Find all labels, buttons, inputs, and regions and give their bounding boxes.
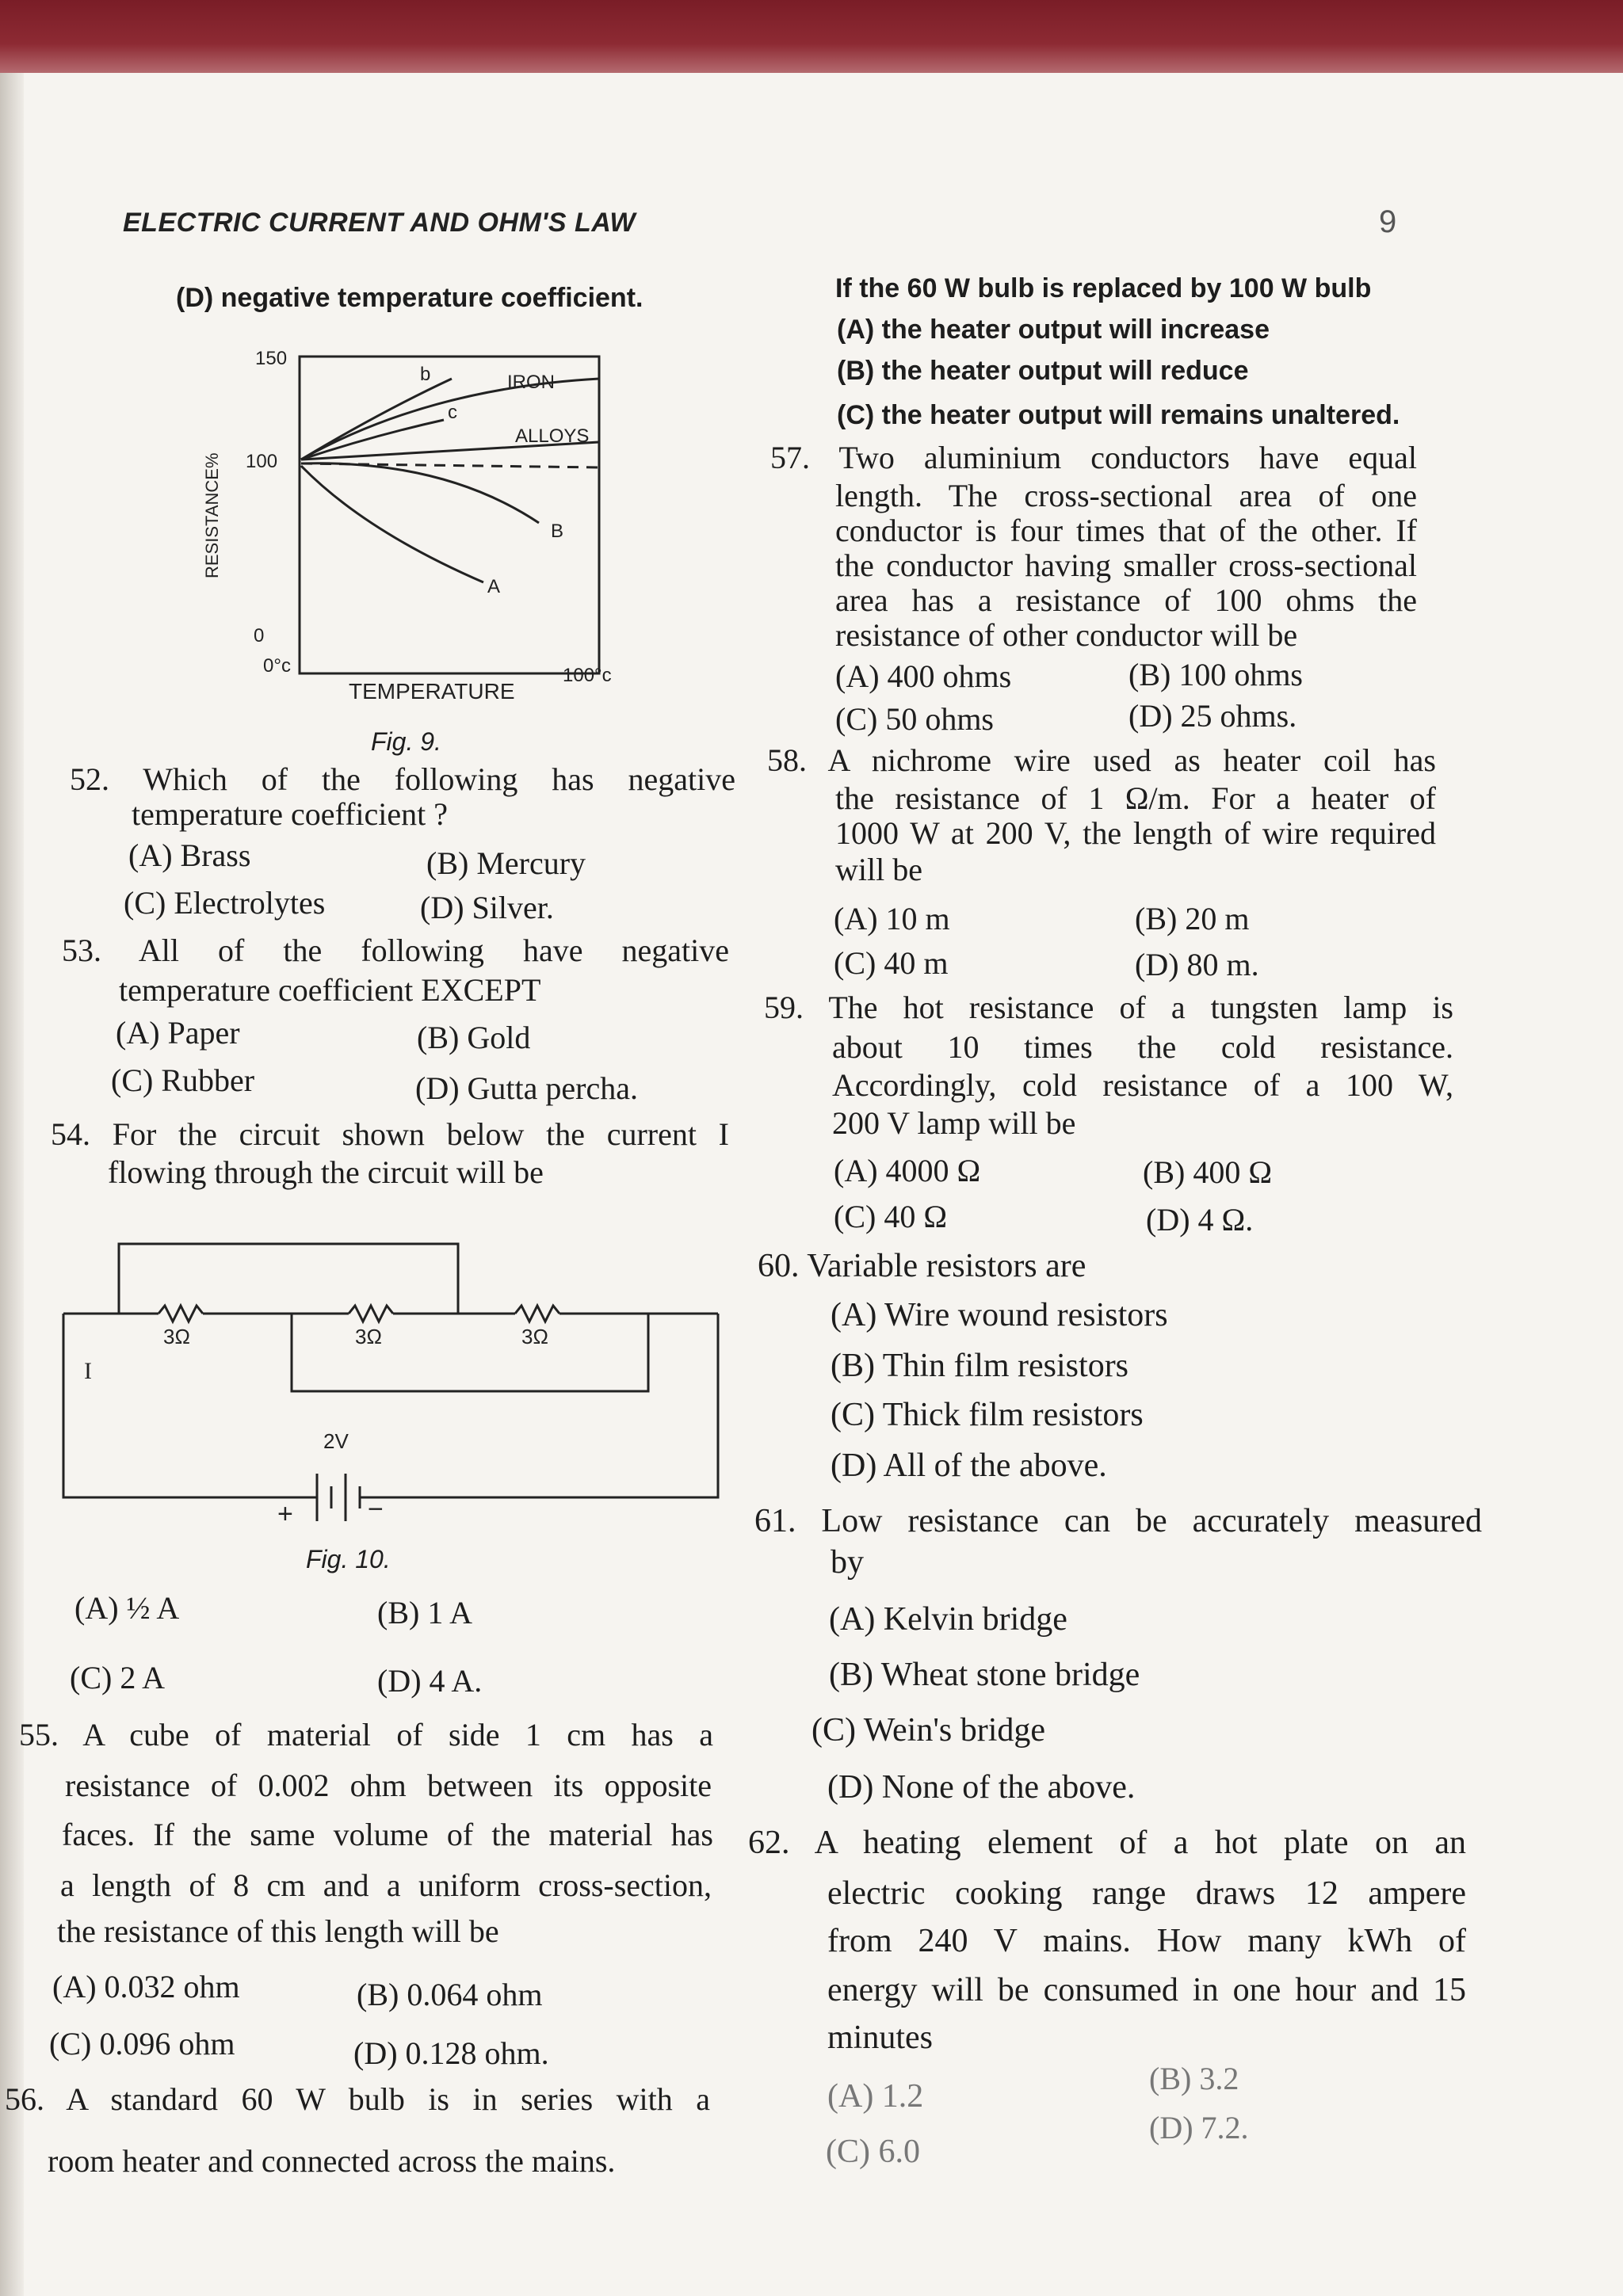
q57-line2: length. The cross-sectional area of one <box>835 478 1417 513</box>
q58-option-d: (D) 80 m. <box>1135 947 1259 982</box>
q56-cont-line1: If the 60 W bulb is replaced by 100 W bulb <box>835 273 1372 303</box>
q62-line3: from 240 V mains. How many kWh of <box>827 1923 1466 1959</box>
q54-line1: 54. For the circuit shown below the current I <box>51 1116 729 1152</box>
q55-option-c: (C) 0.096 ohm <box>49 2026 235 2061</box>
q57-line4: the conductor having smaller cross-sectional <box>835 547 1417 583</box>
fig10-plus-sign: + <box>277 1499 293 1529</box>
q58-line3: 1000 W at 200 V, the length of wire required <box>835 815 1436 851</box>
fig9-label-iron: IRON <box>507 372 555 393</box>
q56-option-c: (C) the heater output will remains unaltered. <box>837 400 1400 430</box>
fig9-curve-B <box>301 463 539 523</box>
q58-line1: 58. A nichrome wire used as heater coil has <box>767 742 1436 778</box>
page-number: 9 <box>1379 204 1397 239</box>
q54-option-b: (B) 1 A <box>377 1595 472 1630</box>
q56-line1: 56. A standard 60 W bulb is in series with a <box>5 2081 710 2117</box>
q61-option-d: (D) None of the above. <box>827 1769 1136 1806</box>
q52-line1: 52. Which of the following has negative <box>70 761 735 797</box>
q62-option-c: (C) 6.0 <box>826 2134 920 2170</box>
q57-line1: 57. Two aluminium conductors have equal <box>770 440 1417 475</box>
q58-line2: the resistance of 1 Ω/m. For a heater of <box>835 780 1436 816</box>
fig10-current-label: I <box>84 1358 92 1384</box>
q62-option-d: (D) 7.2. <box>1149 2110 1249 2145</box>
q57-option-c: (C) 50 ohms <box>835 701 994 737</box>
q60-option-b: (B) Thin film resistors <box>831 1348 1129 1384</box>
q56-line2: room heater and connected across the mains. <box>48 2143 616 2179</box>
q61-option-b: (B) Wheat stone bridge <box>829 1657 1140 1693</box>
fig10-r3-label: 3Ω <box>521 1325 548 1348</box>
q55-line5: the resistance of this length will be <box>57 1913 499 1949</box>
fig10-voltage-label: 2V <box>323 1429 349 1453</box>
q56-option-a: (A) the heater output will increase <box>837 315 1270 345</box>
q61-option-c: (C) Wein's bridge <box>812 1712 1046 1749</box>
q59-line4: 200 V lamp will be <box>832 1105 1076 1141</box>
fig9-ytick-0: 0 <box>254 625 265 646</box>
q57-line3: conductor is four times that of the other. If <box>835 513 1417 548</box>
fig9-label-A: A <box>487 576 501 597</box>
fig9-y-label: RESISTANCE% <box>202 452 222 578</box>
q58-line4: will be <box>835 852 922 887</box>
q54-option-a: (A) ½ A <box>74 1590 180 1626</box>
q62-option-b: (B) 3.2 <box>1149 2061 1239 2096</box>
q60-option-c: (C) Thick film resistors <box>831 1397 1144 1433</box>
fig10-resistor-1 <box>158 1306 203 1322</box>
q55-line4: a length of 8 cm and a uniform cross-section, <box>60 1867 712 1903</box>
fig10-caption: Fig. 10. <box>306 1545 391 1573</box>
q59-line3: Accordingly, cold resistance of a 100 W, <box>832 1067 1453 1103</box>
q61-line2: by <box>831 1544 864 1581</box>
q53-option-b: (B) Gold <box>417 1020 531 1055</box>
q61-line1: 61. Low resistance can be accurately measured <box>754 1503 1482 1539</box>
q52-option-a: (A) Brass <box>128 837 251 873</box>
q61-option-a: (A) Kelvin bridge <box>829 1601 1067 1638</box>
fig9-caption: Fig. 9. <box>371 727 441 756</box>
q55-line2: resistance of 0.002 ohm between its opposite <box>65 1768 712 1803</box>
q53-option-d: (D) Gutta percha. <box>415 1070 638 1106</box>
q62-line4: energy will be consumed in one hour and 15 <box>827 1972 1466 2008</box>
q55-line1: 55. A cube of material of side 1 cm has a <box>19 1717 713 1753</box>
q56-option-b: (B) the heater output will reduce <box>837 356 1249 386</box>
fig10-r1-label: 3Ω <box>163 1325 190 1348</box>
q57-option-d: (D) 25 ohms. <box>1128 698 1297 734</box>
q54-option-d: (D) 4 A. <box>377 1663 483 1699</box>
q54-line2: flowing through the circuit will be <box>108 1154 544 1190</box>
q59-option-d: (D) 4 Ω. <box>1146 1202 1254 1238</box>
q62-line1: 62. A heating element of a hot plate on an <box>748 1825 1466 1861</box>
q55-option-b: (B) 0.064 ohm <box>357 1977 543 2012</box>
q57-line5: area has a resistance of 100 ohms the <box>835 582 1417 618</box>
fig10-top-bypass-wire <box>119 1244 458 1314</box>
top-binding-band <box>0 0 1623 73</box>
fig10-resistor-2 <box>349 1306 393 1322</box>
q53-line1: 53. All of the following have negative <box>62 933 729 968</box>
q59-option-c: (C) 40 Ω <box>834 1199 948 1234</box>
q52-option-b: (B) Mercury <box>426 845 586 881</box>
q57-line6: resistance of other conductor will be <box>835 617 1298 653</box>
q58-option-a: (A) 10 m <box>834 901 950 936</box>
q60-option-a: (A) Wire wound resistors <box>831 1297 1168 1333</box>
q58-option-b: (B) 20 m <box>1135 901 1250 936</box>
fig10-inner-loop <box>292 1314 648 1391</box>
page-header: ELECTRIC CURRENT AND OHM'S LAW <box>123 208 636 238</box>
fig10-circuit-diagram <box>55 1236 737 1529</box>
page-left-edge <box>0 73 24 2296</box>
q54-option-c: (C) 2 A <box>70 1660 165 1695</box>
q59-line2: about 10 times the cold resistance. <box>832 1029 1453 1065</box>
q57-option-a: (A) 400 ohms <box>835 658 1012 694</box>
q51-option-d: (D) negative temperature coefficient. <box>176 283 643 313</box>
fig9-xtick-0: 0°c <box>263 655 291 677</box>
q62-option-a: (A) 1.2 <box>827 2078 924 2115</box>
q59-line1: 59. The hot resistance of a tungsten lamp is <box>764 990 1453 1025</box>
q55-option-a: (A) 0.032 ohm <box>52 1969 240 2004</box>
fig9-resistance-temperature-graph <box>190 341 634 705</box>
fig10-minus-sign: − <box>368 1494 384 1524</box>
q52-line2: temperature coefficient ? <box>132 796 449 832</box>
q53-line2: temperature coefficient EXCEPT <box>119 972 541 1008</box>
q58-option-c: (C) 40 m <box>834 945 949 981</box>
q53-option-a: (A) Paper <box>116 1015 240 1051</box>
fig9-label-B: B <box>551 521 564 542</box>
q55-option-d: (D) 0.128 ohm. <box>353 2035 549 2071</box>
q62-line2: electric cooking range draws 12 ampere <box>827 1875 1466 1912</box>
q57-option-b: (B) 100 ohms <box>1128 657 1303 692</box>
q62-line5: minutes <box>827 2019 933 2056</box>
fig9-label-c: c <box>448 402 457 423</box>
fig10-resistor-3 <box>515 1306 559 1322</box>
fig9-xtick-100: 100°c <box>563 665 612 686</box>
q52-option-c: (C) Electrolytes <box>124 885 326 921</box>
q53-option-c: (C) Rubber <box>111 1062 255 1098</box>
fig9-ytick-100: 100 <box>246 451 278 472</box>
q52-option-d: (D) Silver. <box>420 890 554 925</box>
q59-option-a: (A) 4000 Ω <box>834 1153 981 1188</box>
q59-option-b: (B) 400 Ω <box>1143 1154 1273 1190</box>
fig9-x-label: TEMPERATURE <box>349 679 515 704</box>
fig9-label-b: b <box>420 364 431 385</box>
q60-option-d: (D) All of the above. <box>831 1447 1107 1484</box>
fig9-label-alloys: ALLOYS <box>515 425 590 447</box>
fig9-ytick-150: 150 <box>255 348 288 369</box>
fig10-r2-label: 3Ω <box>355 1325 382 1348</box>
q55-line3: faces. If the same volume of the material has <box>62 1817 713 1852</box>
q60-line1: 60. Variable resistors are <box>758 1248 1086 1284</box>
